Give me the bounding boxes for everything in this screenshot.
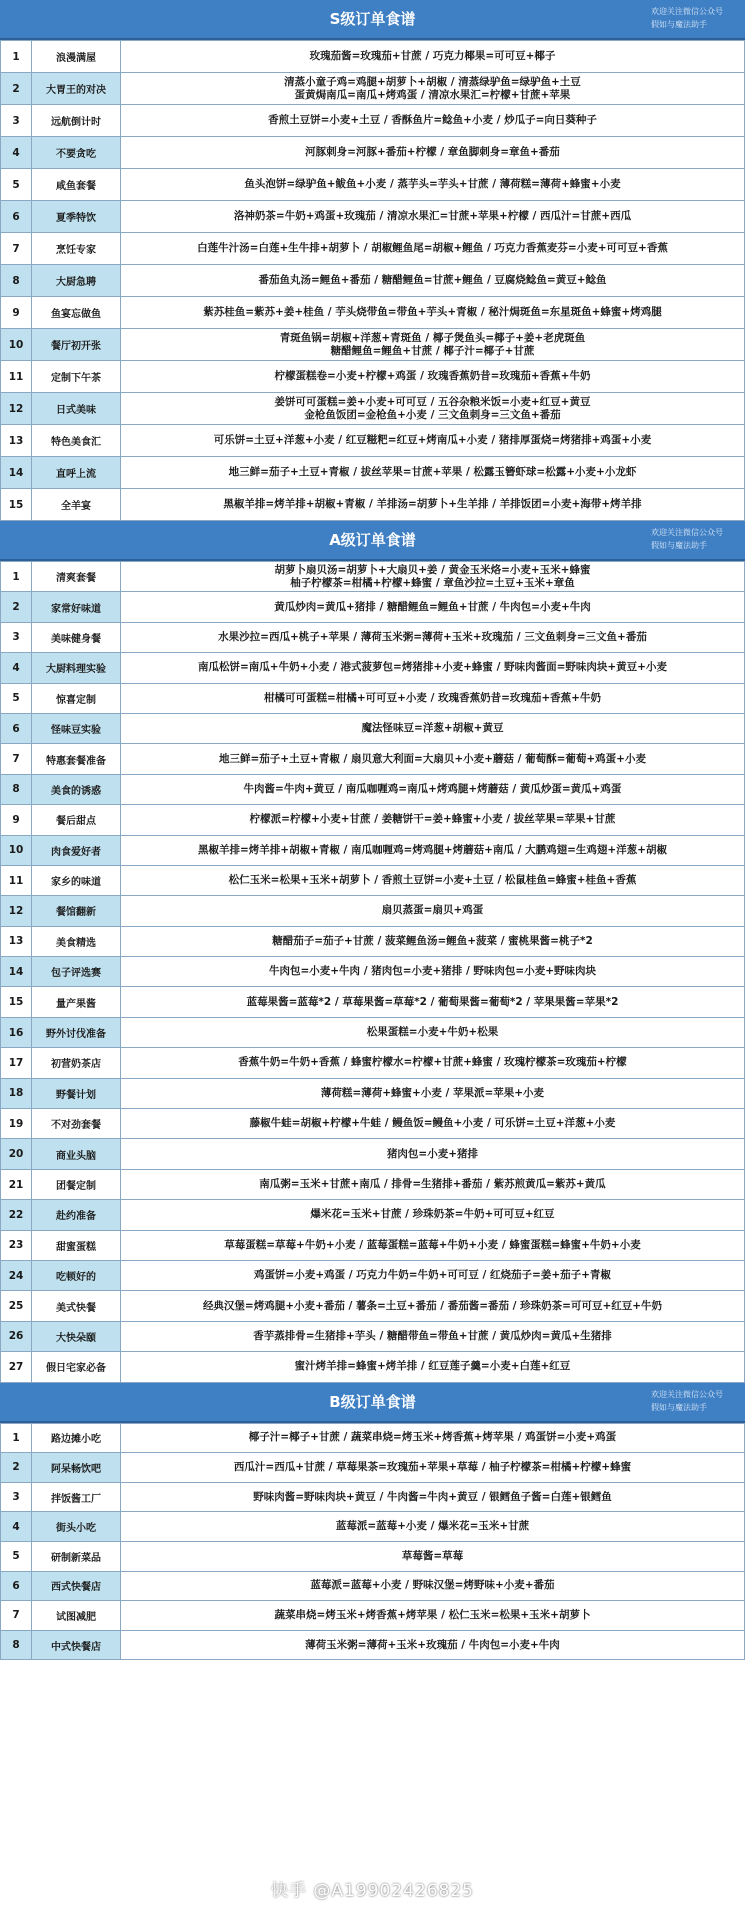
order-name: 拌饭酱工厂 — [32, 1482, 121, 1512]
order-number: 8 — [1, 1630, 32, 1660]
order-name: 清爽套餐 — [32, 562, 121, 592]
recipe-cell — [121, 896, 745, 926]
order-name: 不对劲套餐 — [32, 1109, 121, 1139]
table-row — [1, 774, 745, 804]
table-row — [1, 896, 745, 926]
order-name: 餐后甜点 — [32, 805, 121, 835]
recipe-line: 薄荷玉米粥=薄荷+玉米+玫瑰茄 / 牛肉包=小麦+牛肉 — [305, 1638, 560, 1651]
recipe-cell — [121, 1512, 745, 1542]
order-name: 甜蜜蛋糕 — [32, 1230, 121, 1260]
header-watermark-line: 假如与魔法助手 — [651, 541, 707, 550]
table-row — [1, 105, 745, 137]
recipe-line: 柚子柠檬茶=柑橘+柠檬+蜂蜜 / 章鱼沙拉=土豆+玉米+章鱼 — [290, 576, 575, 589]
recipe-cell — [121, 774, 745, 804]
recipe-cell — [121, 297, 745, 329]
recipe-cell — [121, 805, 745, 835]
recipe-cell — [121, 201, 745, 233]
order-name: 浪漫满屋 — [32, 41, 121, 73]
recipe-line: 番茄鱼丸汤=鲤鱼+番茄 / 糖醋鲤鱼=甘蔗+鲤鱼 / 豆腐烧鲶鱼=黄豆+鲶鱼 — [258, 274, 607, 286]
section-header — [0, 521, 745, 561]
recipe-cell — [121, 1482, 745, 1512]
recipe-cell — [121, 1423, 745, 1453]
order-number: 7 — [1, 1601, 32, 1631]
order-number: 14 — [1, 457, 32, 489]
recipe-cell — [121, 105, 745, 137]
order-number: 13 — [1, 425, 32, 457]
recipe-line: 金枪鱼饭团=金枪鱼+小麦 / 三文鱼刺身=三文鱼+番茄 — [304, 408, 561, 421]
order-number: 3 — [1, 1482, 32, 1512]
order-name: 量产果酱 — [32, 987, 121, 1017]
recipe-line: 西瓜汁=西瓜+甘蔗 / 草莓果茶=玫瑰茄+苹果+草莓 / 柚子柠檬茶=柑橘+柠檬+蜂蜜 — [233, 1460, 632, 1473]
table-row — [1, 683, 745, 713]
order-number: 13 — [1, 926, 32, 956]
recipe-cell — [121, 835, 745, 865]
recipe-line: 蛋黄焗南瓜=南瓜+烤鸡蛋 / 清凉水果汇=柠檬+甘蔗+苹果 — [294, 88, 571, 101]
table-row — [1, 1139, 745, 1169]
order-name: 美式快餐 — [32, 1291, 121, 1321]
table-row — [1, 744, 745, 774]
recipe-cell — [121, 622, 745, 652]
recipe-table — [0, 40, 745, 521]
table-row — [1, 73, 745, 105]
table-row — [1, 1321, 745, 1351]
order-number: 14 — [1, 957, 32, 987]
recipe-line: 藤椒牛蛙=胡椒+柠檬+牛蛙 / 鳗鱼饭=鳗鱼+小麦 / 可乐饼=土豆+洋葱+小麦 — [249, 1117, 616, 1130]
table-row — [1, 1352, 745, 1382]
order-name: 吃顿好的 — [32, 1260, 121, 1290]
order-name: 远航倒计时 — [32, 105, 121, 137]
table-row — [1, 926, 745, 956]
recipe-cell — [121, 592, 745, 622]
table-row — [1, 1453, 745, 1483]
order-number: 6 — [1, 713, 32, 743]
recipe-line: 黑椒羊排=烤羊排+胡椒+青椒 / 羊排汤=胡萝卜+生羊排 / 羊排饭团=小麦+海带+烤羊排 — [223, 498, 642, 510]
recipe-line: 椰子汁=椰子+甘蔗 / 蔬菜串烧=烤玉米+烤香蕉+烤苹果 / 鸡蛋饼=小麦+鸡蛋 — [248, 1431, 617, 1444]
recipe-cell — [121, 73, 745, 105]
recipe-line: 南瓜松饼=南瓜+牛奶+小麦 / 港式菠萝包=烤猪排+小麦+蜂蜜 / 野味肉酱面=野味肉块+黄豆+小麦 — [198, 661, 667, 674]
recipe-cell — [121, 1048, 745, 1078]
recipe-cell — [121, 865, 745, 895]
order-number: 11 — [1, 865, 32, 895]
order-name: 大胃王的对决 — [32, 73, 121, 105]
order-name: 初营奶茶店 — [32, 1048, 121, 1078]
order-name: 特惠套餐准备 — [32, 744, 121, 774]
table-row — [1, 393, 745, 425]
table-row — [1, 957, 745, 987]
recipe-cell — [121, 562, 745, 592]
order-name: 大厨急聘 — [32, 265, 121, 297]
header-watermark-line: 欢迎关注微信公众号 — [651, 1389, 723, 1399]
order-number: 12 — [1, 393, 32, 425]
header-watermark-line: 假如与魔法助手 — [651, 1402, 707, 1412]
recipe-cell — [121, 1017, 745, 1047]
recipe-line: 扇贝蒸蛋=扇贝+鸡蛋 — [381, 904, 484, 917]
recipe-cell — [121, 233, 745, 265]
recipe-line: 猪肉包=小麦+猪排 — [386, 1147, 479, 1160]
recipe-line: 玫瑰茄酱=玫瑰茄+甘蔗 / 巧克力椰果=可可豆+椰子 — [309, 50, 556, 62]
recipe-line: 胡萝卜扇贝汤=胡萝卜+大扇贝+姜 / 黄金玉米烙=小麦+玉米+蜂蜜 — [274, 563, 591, 576]
order-number: 2 — [1, 73, 32, 105]
header-watermark — [651, 1388, 723, 1414]
order-number: 12 — [1, 896, 32, 926]
recipe-line: 草莓蛋糕=草莓+牛奶+小麦 / 蓝莓蛋糕=蓝莓+牛奶+小麦 / 蜂蜜蛋糕=蜂蜜+牛奶+小麦 — [224, 1238, 641, 1251]
order-number: 9 — [1, 297, 32, 329]
order-name: 包子评选赛 — [32, 957, 121, 987]
order-number: 7 — [1, 744, 32, 774]
order-number: 26 — [1, 1321, 32, 1351]
recipe-line: 香芋蒸排骨=生猪排+芋头 / 糖醋带鱼=带鱼+甘蔗 / 黄瓜炒肉=黄瓜+生猪排 — [253, 1329, 612, 1342]
footer-watermark: 快手 @A19902426825 — [270, 1881, 474, 1901]
recipe-cell — [121, 265, 745, 297]
recipe-line: 薄荷糕=薄荷+蜂蜜+小麦 / 苹果派=苹果+小麦 — [320, 1086, 545, 1099]
order-number: 7 — [1, 233, 32, 265]
recipe-cell — [121, 957, 745, 987]
recipe-line: 柑橘可可蛋糕=柑橘+可可豆+小麦 / 玫瑰香蕉奶昔=玫瑰茄+香蕉+牛奶 — [264, 691, 601, 704]
recipe-cell — [121, 1260, 745, 1290]
table-row — [1, 1291, 745, 1321]
order-number: 2 — [1, 592, 32, 622]
order-number: 5 — [1, 1541, 32, 1571]
recipe-line: 姜饼可可蛋糕=姜+小麦+可可豆 / 五谷杂粮米饭=小麦+红豆+黄豆 — [274, 395, 591, 408]
order-name: 肉食爱好者 — [32, 835, 121, 865]
order-name: 家常好味道 — [32, 592, 121, 622]
recipe-line: 鱼头泡饼=绿驴鱼+鲅鱼+小麦 / 蒸芋头=芋头+甘蔗 / 薄荷糕=薄荷+蜂蜜+小麦 — [244, 178, 621, 190]
order-number: 2 — [1, 1453, 32, 1483]
order-number: 1 — [1, 562, 32, 592]
order-name: 直呼上流 — [32, 457, 121, 489]
order-name: 烹饪专家 — [32, 233, 121, 265]
recipe-line: 南瓜粥=玉米+甘蔗+南瓜 / 排骨=生猪排+番茄 / 紫苏煎黄瓜=紫苏+黄瓜 — [259, 1178, 606, 1190]
recipe-line: 牛肉酱=牛肉+黄豆 / 南瓜咖喱鸡=南瓜+烤鸡腿+烤蘑菇 / 黄瓜炒蛋=黄瓜+鸡蛋 — [243, 782, 622, 795]
order-number: 20 — [1, 1139, 32, 1169]
recipe-cell — [121, 987, 745, 1017]
order-number: 9 — [1, 805, 32, 835]
order-number: 1 — [1, 41, 32, 73]
order-name: 鱼宴忘做鱼 — [32, 297, 121, 329]
recipe-cell — [121, 653, 745, 683]
recipe-line: 野味肉酱=野味肉块+黄豆 / 牛肉酱=牛肉+黄豆 / 银鳕鱼子酱=白莲+银鳕鱼 — [253, 1490, 612, 1503]
table-row — [1, 1078, 745, 1108]
table-row — [1, 361, 745, 393]
table-row — [1, 41, 745, 73]
recipe-cell — [121, 713, 745, 743]
order-name: 咸鱼套餐 — [32, 169, 121, 201]
table-row — [1, 1048, 745, 1078]
order-name: 团餐定制 — [32, 1169, 121, 1199]
recipe-line: 蔬菜串烧=烤玉米+烤香蕉+烤苹果 / 松仁玉米=松果+玉米+胡萝卜 — [274, 1608, 591, 1621]
order-name: 假日宅家必备 — [32, 1352, 121, 1382]
section-title: B级订单食谱 — [329, 1392, 416, 1411]
table-row — [1, 329, 745, 361]
table-row — [1, 1169, 745, 1199]
recipe-cell — [121, 1352, 745, 1382]
recipe-line: 河豚刺身=河豚+番茄+柠檬 / 章鱼脚刺身=章鱼+番茄 — [305, 146, 560, 158]
order-number: 19 — [1, 1109, 32, 1139]
order-number: 6 — [1, 1571, 32, 1601]
order-name: 美食精选 — [32, 926, 121, 956]
order-number: 15 — [1, 489, 32, 521]
order-number: 17 — [1, 1048, 32, 1078]
recipe-line: 柠檬蛋糕卷=小麦+柠檬+鸡蛋 / 玫瑰香蕉奶昔=玫瑰茄+香蕉+牛奶 — [274, 370, 591, 382]
order-name: 全羊宴 — [32, 489, 121, 521]
recipe-line: 青斑鱼锅=胡椒+洋葱+青斑鱼 / 椰子煲鱼头=椰子+姜+老虎斑鱼 — [279, 331, 586, 344]
order-number: 3 — [1, 105, 32, 137]
order-name: 阿呆畅饮吧 — [32, 1453, 121, 1483]
section-title: S级订单食谱 — [329, 10, 416, 28]
recipe-table — [0, 561, 745, 1383]
recipe-cell — [121, 1109, 745, 1139]
recipe-cell — [121, 425, 745, 457]
order-number: 5 — [1, 683, 32, 713]
table-row — [1, 1541, 745, 1571]
order-name: 街头小吃 — [32, 1512, 121, 1542]
order-name: 美味健身餐 — [32, 622, 121, 652]
order-number: 3 — [1, 622, 32, 652]
section-title: A级订单食谱 — [329, 531, 416, 549]
order-number: 21 — [1, 1169, 32, 1199]
order-name: 家乡的味道 — [32, 865, 121, 895]
order-number: 15 — [1, 987, 32, 1017]
recipe-line: 可乐饼=土豆+洋葱+小麦 / 红豆糍粑=红豆+烤南瓜+小麦 / 猪排厚蛋烧=烤猪排+鸡蛋+小麦 — [213, 434, 652, 446]
recipe-cell — [121, 1139, 745, 1169]
order-number: 8 — [1, 265, 32, 297]
recipe-line: 牛肉包=小麦+牛肉 / 猪肉包=小麦+猪排 / 野味肉包=小麦+野味肉块 — [268, 965, 597, 978]
order-name: 夏季特饮 — [32, 201, 121, 233]
table-row — [1, 1109, 745, 1139]
order-number: 16 — [1, 1017, 32, 1047]
recipe-line: 白莲牛汁汤=白莲+生牛排+胡萝卜 / 胡椒鲤鱼尾=胡椒+鲤鱼 / 巧克力香蕉麦芬=小麦+可可豆+香蕉 — [197, 242, 668, 254]
table-row — [1, 1482, 745, 1512]
table-row — [1, 265, 745, 297]
recipe-line: 水果沙拉=西瓜+桃子+苹果 / 薄荷玉米粥=薄荷+玉米+玫瑰茄 / 三文鱼刺身=三文鱼+番茄 — [218, 630, 647, 643]
recipe-cell — [121, 169, 745, 201]
table-row — [1, 1630, 745, 1660]
order-number: 8 — [1, 774, 32, 804]
recipe-line: 糖醋茄子=茄子+甘蔗 / 菠菜鲤鱼汤=鲤鱼+菠菜 / 蜜桃果酱=桃子*2 — [272, 934, 593, 947]
recipe-line: 蓝莓果酱=蓝莓*2 / 草莓果酱=草莓*2 / 葡萄果酱=葡萄*2 / 苹果果酱=苹果*2 — [246, 995, 619, 1008]
order-name: 日式美味 — [32, 393, 121, 425]
recipe-line: 地三鲜=茄子+土豆+青椒 / 扇贝意大利面=大扇贝+小麦+蘑菇 / 葡萄酥=葡萄+鸡蛋+小麦 — [219, 752, 646, 765]
order-name: 野外讨伐准备 — [32, 1017, 121, 1047]
recipe-cell — [121, 457, 745, 489]
recipe-cell — [121, 1200, 745, 1230]
recipe-line: 黄瓜炒肉=黄瓜+猪排 / 糖醋鲤鱼=鲤鱼+甘蔗 / 牛肉包=小麦+牛肉 — [274, 600, 591, 613]
recipe-cell — [121, 1321, 745, 1351]
table-row — [1, 713, 745, 743]
table-row — [1, 425, 745, 457]
recipe-table — [0, 1423, 745, 1661]
recipe-cell — [121, 1541, 745, 1571]
order-name: 商业头脑 — [32, 1139, 121, 1169]
section-header — [0, 1383, 745, 1423]
recipe-line: 紫苏桂鱼=紫苏+姜+桂鱼 / 芋头烧带鱼=带鱼+芋头+青椒 / 秘汁焗斑鱼=东星斑鱼+蜂蜜+烤鸡腿 — [203, 306, 662, 318]
recipe-line: 地三鲜=茄子+土豆+青椒 / 拔丝苹果=甘蔗+苹果 / 松露玉簪虾球=松露+小麦+小龙虾 — [228, 466, 637, 478]
order-name: 野餐计划 — [32, 1078, 121, 1108]
order-number: 23 — [1, 1230, 32, 1260]
recipe-line: 魔法怪味豆=洋葱+胡椒+黄豆 — [361, 722, 504, 735]
recipe-cell — [121, 329, 745, 361]
table-row — [1, 297, 745, 329]
order-name: 大快朵颐 — [32, 1321, 121, 1351]
table-row — [1, 489, 745, 521]
order-number: 4 — [1, 1512, 32, 1542]
recipe-cell — [121, 489, 745, 521]
recipe-line: 蜜汁烤羊排=蜂蜜+烤羊排 / 红豆莲子羹=小麦+白莲+红豆 — [294, 1360, 571, 1373]
order-number: 4 — [1, 137, 32, 169]
order-number: 6 — [1, 201, 32, 233]
table-row — [1, 457, 745, 489]
order-number: 24 — [1, 1260, 32, 1290]
table-row — [1, 622, 745, 652]
table-row — [1, 1017, 745, 1047]
recipe-line: 蓝莓派=蓝莓+小麦 / 爆米花=玉米+甘蔗 — [335, 1520, 530, 1533]
section-header — [0, 0, 745, 40]
recipe-cell — [121, 393, 745, 425]
table-row — [1, 653, 745, 683]
recipe-cell — [121, 1601, 745, 1631]
recipe-cell — [121, 361, 745, 393]
table-row — [1, 1230, 745, 1260]
recipe-line: 糖醋鲤鱼=鲤鱼+甘蔗 / 椰子汁=椰子+甘蔗 — [330, 344, 535, 357]
recipe-line: 松仁玉米=松果+玉米+胡萝卜 / 香煎土豆饼=小麦+土豆 / 松鼠桂鱼=蜂蜜+桂鱼+香蕉 — [228, 874, 637, 887]
recipe-line: 鸡蛋饼=小麦+鸡蛋 / 巧克力牛奶=牛奶+可可豆 / 红烧茄子=姜+茄子+青椒 — [254, 1269, 611, 1282]
table-row — [1, 233, 745, 265]
order-name: 惊喜定制 — [32, 683, 121, 713]
order-name: 赴约准备 — [32, 1200, 121, 1230]
order-number: 27 — [1, 1352, 32, 1382]
table-row — [1, 137, 745, 169]
order-name: 餐厅初开张 — [32, 329, 121, 361]
table-row — [1, 592, 745, 622]
recipe-line: 草莓酱=草莓 — [401, 1549, 464, 1562]
header-watermark-line: 假如与魔法助手 — [651, 20, 707, 29]
recipe-line: 香蕉牛奶=牛奶+香蕉 / 蜂蜜柠檬水=柠檬+甘蔗+蜂蜜 / 玫瑰柠檬茶=玫瑰茄+柠檬 — [238, 1056, 627, 1069]
table-row — [1, 201, 745, 233]
order-number: 4 — [1, 653, 32, 683]
order-name: 大厨料理实验 — [32, 653, 121, 683]
order-name: 试图减肥 — [32, 1601, 121, 1631]
table-row — [1, 1200, 745, 1230]
order-number: 25 — [1, 1291, 32, 1321]
table-row — [1, 835, 745, 865]
order-number: 11 — [1, 361, 32, 393]
table-row — [1, 1601, 745, 1631]
recipe-cell — [121, 1169, 745, 1199]
order-name: 不要贪吃 — [32, 137, 121, 169]
order-name: 美食的诱惑 — [32, 774, 121, 804]
header-watermark — [651, 526, 723, 552]
recipe-line: 柠檬派=柠檬+小麦+甘蔗 / 姜糖饼干=姜+蜂蜜+小麦 / 拔丝苹果=苹果+甘蔗 — [249, 813, 616, 826]
order-name: 定制下午茶 — [32, 361, 121, 393]
order-name: 餐馆翻新 — [32, 896, 121, 926]
order-name: 中式快餐店 — [32, 1630, 121, 1660]
table-row — [1, 562, 745, 592]
table-row — [1, 1571, 745, 1601]
order-number: 10 — [1, 329, 32, 361]
recipe-cell — [121, 1291, 745, 1321]
order-number: 10 — [1, 835, 32, 865]
recipe-line: 洛神奶茶=牛奶+鸡蛋+玫瑰茄 / 清凉水果汇=甘蔗+苹果+柠檬 / 西瓜汁=甘蔗+西瓜 — [233, 210, 632, 222]
order-name: 研制新菜品 — [32, 1541, 121, 1571]
order-number: 22 — [1, 1200, 32, 1230]
recipe-cell — [121, 1630, 745, 1660]
recipe-line: 经典汉堡=烤鸡腿+小麦+番茄 / 薯条=土豆+番茄 / 番茄酱=番茄 / 珍珠奶茶=可可豆+红豆+牛奶 — [202, 1299, 663, 1312]
order-number: 5 — [1, 169, 32, 201]
recipe-cell — [121, 1453, 745, 1483]
header-watermark-line: 欢迎关注微信公众号 — [651, 7, 723, 16]
table-row — [1, 1423, 745, 1453]
table-row — [1, 1512, 745, 1542]
recipe-line: 蓝莓派=蓝莓+小麦 / 野味汉堡=烤野味+小麦+番茄 — [310, 1579, 555, 1592]
header-watermark-line: 欢迎关注微信公众号 — [651, 528, 723, 537]
recipe-cell — [121, 41, 745, 73]
table-row — [1, 865, 745, 895]
order-name: 西式快餐店 — [32, 1571, 121, 1601]
header-watermark — [651, 5, 723, 31]
recipe-cell — [121, 744, 745, 774]
table-row — [1, 805, 745, 835]
recipe-line: 松果蛋糕=小麦+牛奶+松果 — [366, 1026, 499, 1039]
order-name: 路边摊小吃 — [32, 1423, 121, 1453]
recipe-cell — [121, 1078, 745, 1108]
order-number: 1 — [1, 1423, 32, 1453]
order-name: 特色美食汇 — [32, 425, 121, 457]
recipe-cell — [121, 683, 745, 713]
recipe-line: 黑椒羊排=烤羊排+胡椒+青椒 / 南瓜咖喱鸡=烤鸡腿+烤蘑菇+南瓜 / 大鹏鸡翅=生鸡翅+洋葱+胡椒 — [198, 843, 667, 856]
table-row — [1, 169, 745, 201]
recipe-cell — [121, 137, 745, 169]
table-row — [1, 987, 745, 1017]
recipe-line: 清蒸小童子鸡=鸡腿+胡萝卜+胡椒 / 清蒸绿驴鱼=绿驴鱼+土豆 — [284, 75, 581, 88]
recipe-cell — [121, 926, 745, 956]
recipe-cell — [121, 1230, 745, 1260]
order-number: 18 — [1, 1078, 32, 1108]
table-row — [1, 1260, 745, 1290]
order-name: 怪味豆实验 — [32, 713, 121, 743]
recipe-cell — [121, 1571, 745, 1601]
recipe-line: 爆米花=玉米+甘蔗 / 珍珠奶茶=牛奶+可可豆+红豆 — [310, 1208, 555, 1221]
recipe-line: 香煎土豆饼=小麦+土豆 / 香酥鱼片=鲶鱼+小麦 / 炒瓜子=向日葵种子 — [268, 114, 597, 126]
